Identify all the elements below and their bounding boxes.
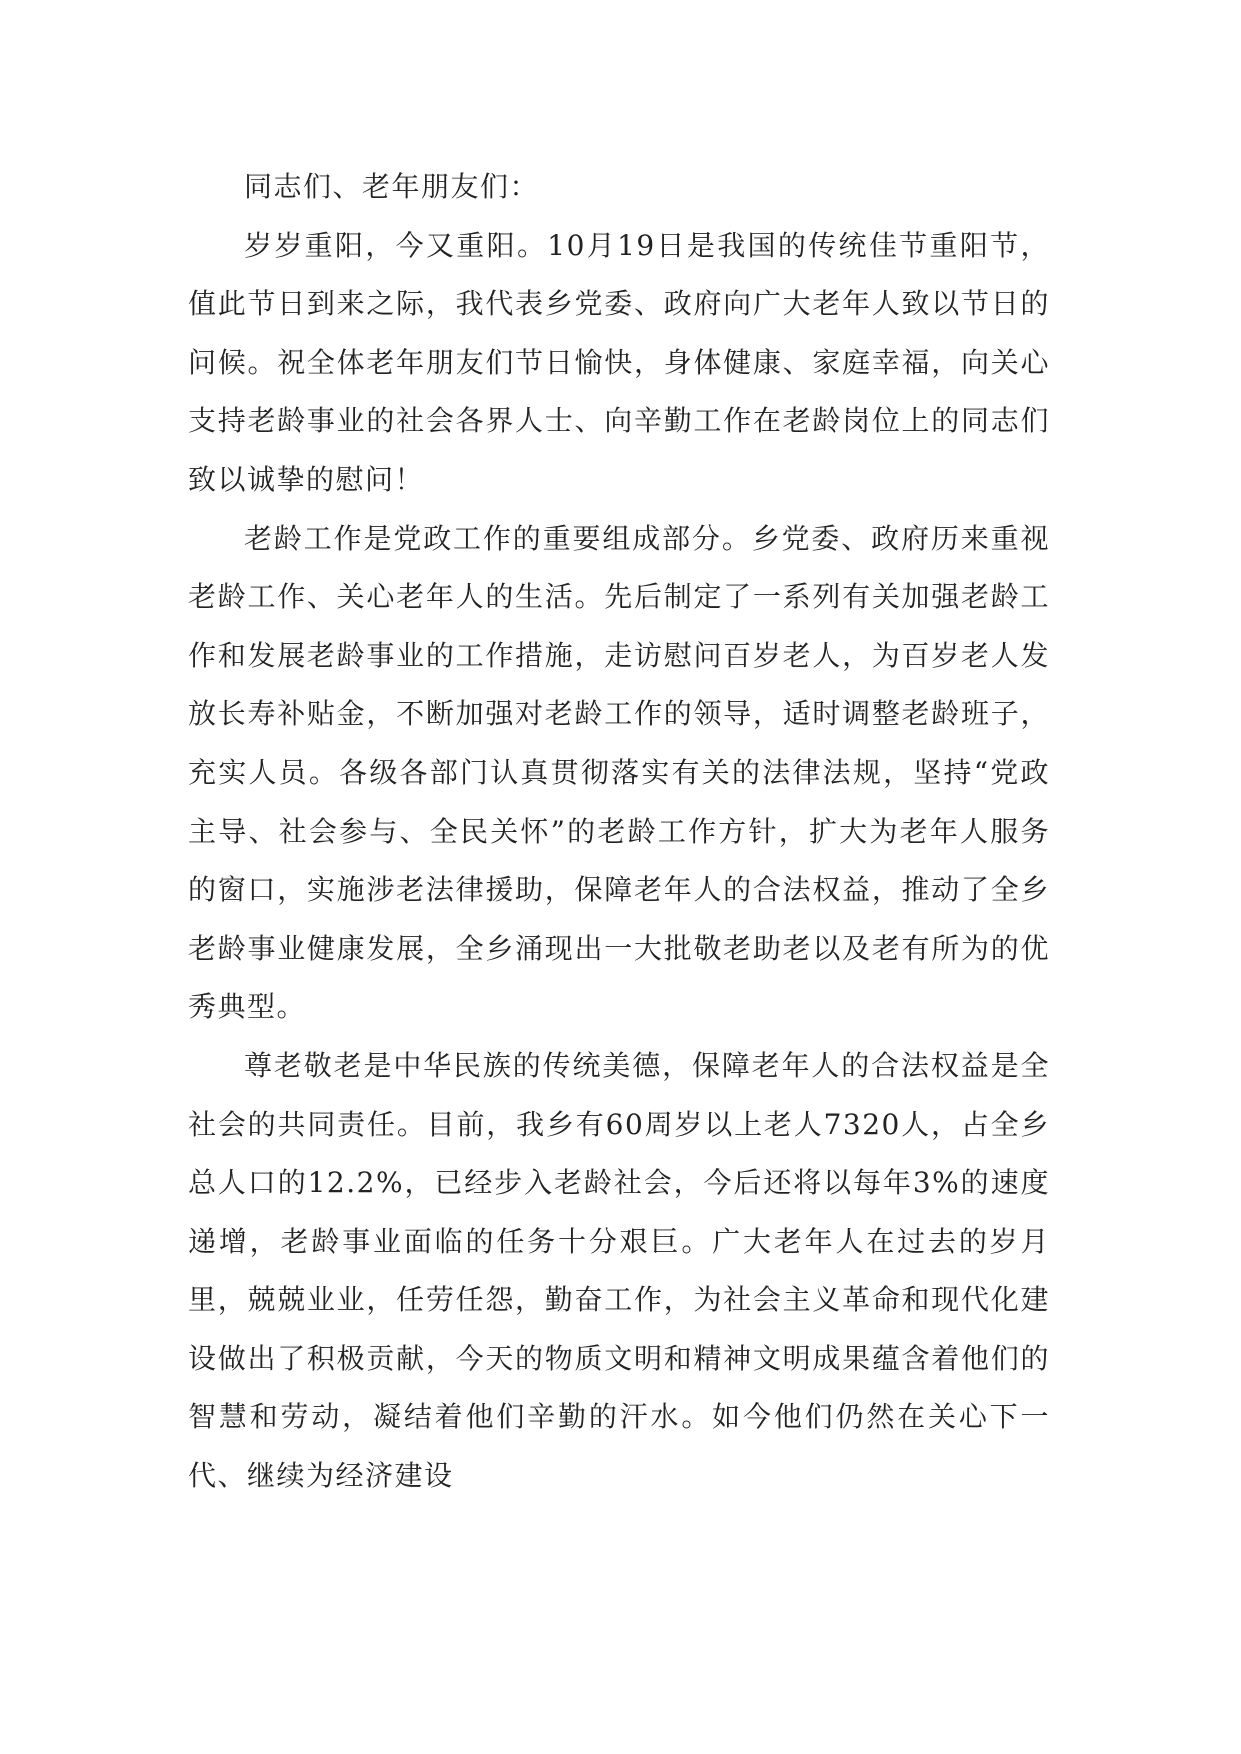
paragraph-respect-elders: 尊老敬老是中华民族的传统美德，保障老年人的合法权益是全社会的共同责任。目前，我乡有60周岁以上老人7320人，占全乡总人口的12.2%，已经步入老龄社会，今后还将以每年3%的速度递增，老龄事业面临的任务十分艰巨。广大老年人在过去的岁月里，兢兢业业，任劳任怨，勤奋工作，为社会主义革命和现代化建设做出了积极贡献，今天的物质文明和精神文明成果蕴含着他们的智慧和劳动，凝结着他们辛勤的汗水。如今他们仍然在关心下一代、继续为经济建设 — [188, 1048, 1050, 1493]
paragraph-work-overview: 老龄工作是党政工作的重要组成部分。乡党委、政府历来重视老龄工作、关心老年人的生活。先后制定了一系列有关加强老龄工作和发展老龄事业的工作措施，走访慰问百岁老人，为百岁老人发放长寿补贴金，不断加强对老龄工作的领导，适时调整老龄班子，充实人员。各级各部门认真贯彻落实有关的法律法规，坚持“党政主导、社会参与、全民关怀”的老龄工作方针，扩大为老年人服务的窗口，实施涉老法律援助，保障老年人的合法权益，推动了全乡老龄事业健康发展，全乡涌现出一大批敬老助老以及老有所为的优秀典型。 — [188, 521, 1050, 1024]
paragraph-greeting: 岁岁重阳，今又重阳。10月19日是我国的传统佳节重阳节，值此节日到来之际，我代表乡党委、政府向广大老年人致以节日的问候。祝全体老年朋友们节日愉快，身体健康、家庭幸福，向关心支持老龄事业的社会各界人士、向辛勤工作在老龄岗位上的同志们致以诚挚的慰问！ — [188, 228, 1050, 496]
salutation: 同志们、老年朋友们： — [244, 170, 540, 203]
document-body — [188, 158, 1050, 1506]
